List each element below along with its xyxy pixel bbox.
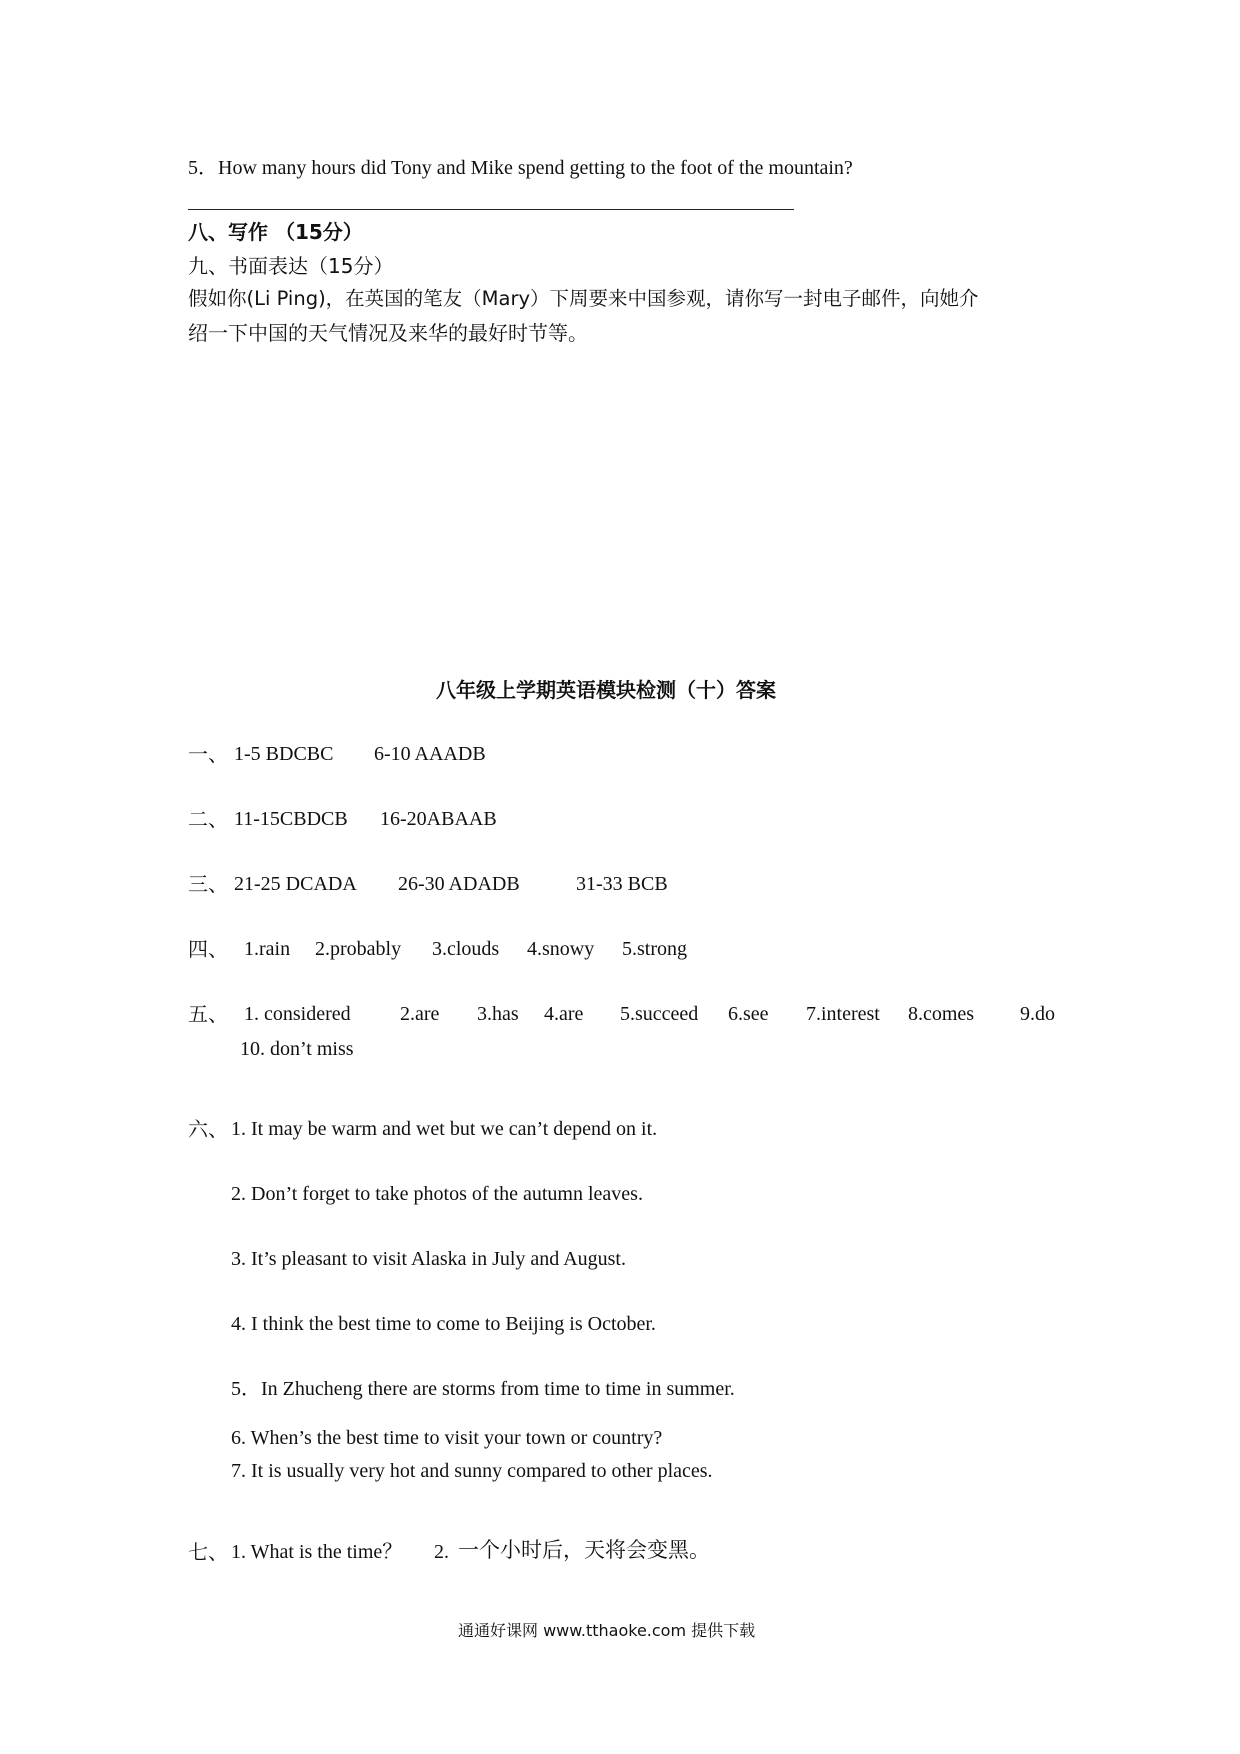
- section-6-sentence: 5．In Zhucheng there are storms from time to time in summer.: [231, 1378, 735, 1400]
- section-6-sentence: 2. Don’t forget to take photos of the autumn leaves.: [231, 1183, 643, 1205]
- section-7-label: 七、: [188, 1540, 228, 1564]
- section-5-item: 6.see: [728, 1003, 769, 1025]
- section-5-item: 8.comes: [908, 1003, 975, 1025]
- section-5-item: 7.interest: [806, 1003, 880, 1025]
- section-4-item: 3.clouds: [432, 938, 500, 960]
- section-5-label: 五、: [188, 1002, 228, 1026]
- section-5-item: 1. considered: [244, 1003, 351, 1025]
- writing-prompt-line-1: 假如你(Li Ping)，在英国的笔友（Mary）下周要来中国参观，请你写一封电子邮件，向她介: [188, 287, 979, 310]
- section-4-label: 四、: [188, 937, 228, 961]
- section-5-item: 5.succeed: [620, 1003, 699, 1025]
- section-4-item: 5.strong: [622, 938, 687, 960]
- footer-credit: 通通好课网 www.tthaoke.com 提供下载: [458, 1621, 756, 1640]
- section-7-answer-1: 1. What is the time？: [231, 1541, 403, 1563]
- section-1-label: 一、: [188, 742, 228, 766]
- section-5-item: 4.are: [544, 1003, 584, 1025]
- section-3-answers-c: 31-33 BCB: [576, 873, 668, 895]
- writing-prompt-line-2: 绍一下中国的天气情况及来华的最好时节等。: [188, 321, 588, 345]
- section-2-label: 二、: [188, 807, 228, 831]
- section-3-answers-a: 21-25 DCADA: [234, 873, 357, 895]
- answer-key-title: 八年级上学期英语模块检测（十）答案: [436, 678, 776, 702]
- section-1-answers-a: 1-5 BDCBC: [234, 743, 334, 765]
- section-3-answers-b: 26-30 ADADB: [398, 873, 520, 895]
- section-3-label: 三、: [188, 872, 228, 896]
- section-4-item: 2.probably: [315, 938, 402, 960]
- section-4-item: 4.snowy: [527, 938, 595, 960]
- section-6-label: 六、: [188, 1117, 228, 1141]
- section-6-sentence: 6. When’s the best time to visit your town or country?: [231, 1427, 663, 1449]
- section-8-heading: 八、写作 （15分）: [188, 220, 363, 244]
- section-4-item: 1.rain: [244, 938, 291, 960]
- section-1-answers-b: 6-10 AAADB: [374, 743, 486, 765]
- section-6-sentence: 4. I think the best time to come to Beijing is October.: [231, 1313, 656, 1335]
- section-6-sentence: 3. It’s pleasant to visit Alaska in July and August.: [231, 1248, 626, 1270]
- section-2-answers-b: 16-20ABAAB: [380, 808, 497, 830]
- section-5-item: 9.do: [1020, 1003, 1055, 1025]
- section-5-item: 2.are: [400, 1003, 440, 1025]
- section-6-sentence: 7. It is usually very hot and sunny compared to other places.: [231, 1460, 713, 1482]
- question-5: 5．How many hours did Tony and Mike spend getting to the foot of the mountain?: [188, 157, 853, 179]
- section-5-item: 10. don’t miss: [240, 1038, 354, 1060]
- section-6-sentence: 1. It may be warm and wet but we can’t depend on it.: [231, 1118, 658, 1140]
- section-7-answer-2-number: 2.: [434, 1541, 449, 1563]
- section-5-item: 3.has: [477, 1003, 519, 1025]
- section-2-answers-a: 11-15CBDCB: [234, 808, 348, 830]
- section-7-answer-2: 一个小时后，天将会变黑。: [458, 1538, 710, 1562]
- answer-line: [188, 209, 794, 210]
- section-9-heading: 九、书面表达（15分）: [188, 254, 394, 278]
